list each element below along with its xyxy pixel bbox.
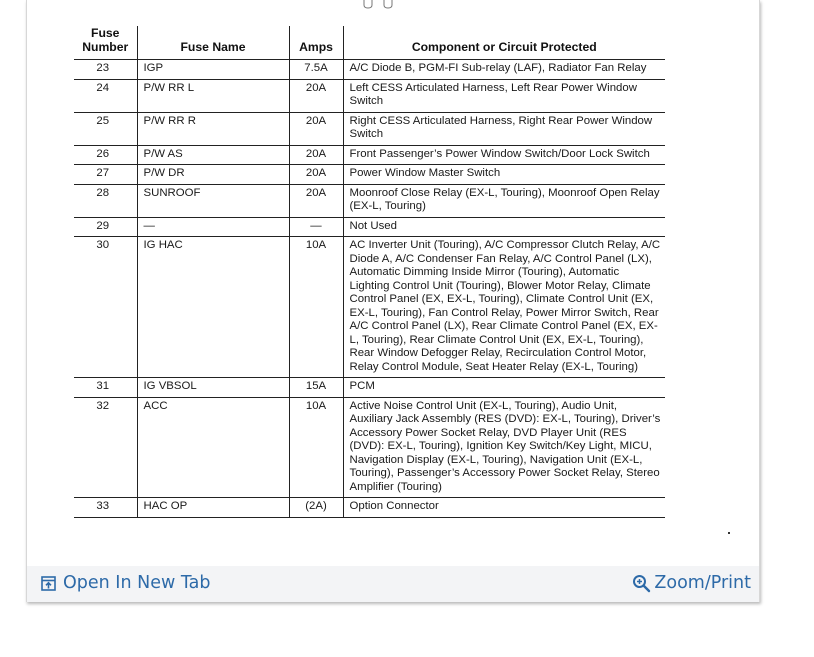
image-footer-bar bbox=[27, 566, 759, 602]
fuse-amps-cell: 20A bbox=[289, 145, 343, 165]
fuse-name-cell: ACC bbox=[137, 397, 289, 498]
header-fuse-number-line2: Number bbox=[82, 40, 129, 54]
fuse-name-cell: — bbox=[137, 217, 289, 237]
fuse-row bbox=[74, 184, 665, 217]
fuse-row bbox=[74, 165, 665, 185]
fuse-number-cell: 29 bbox=[74, 217, 137, 237]
fuse-name-cell: IG VBSOL bbox=[137, 378, 289, 398]
header-fuse-name: Fuse Name bbox=[137, 26, 289, 60]
fuse-amps-cell: 20A bbox=[289, 184, 343, 217]
fuse-component-cell: Not Used bbox=[343, 217, 665, 237]
fuse-name-cell: P/W AS bbox=[137, 145, 289, 165]
open-in-new-tab-label: Open In New Tab bbox=[63, 573, 211, 593]
image-crop-marks bbox=[362, 0, 398, 10]
fuse-component-cell: PCM bbox=[343, 378, 665, 398]
fuse-component-cell: Left CESS Articulated Harness, Left Rear Power Window Switch bbox=[343, 79, 665, 112]
zoom-print-label: Zoom/Print bbox=[654, 573, 751, 593]
fuse-row bbox=[74, 217, 665, 237]
fuse-table-header-row bbox=[74, 26, 665, 60]
document-card bbox=[26, 0, 760, 602]
open-in-new-tab-icon bbox=[41, 576, 56, 591]
header-component: Component or Circuit Protected bbox=[343, 26, 665, 60]
fuse-row bbox=[74, 498, 665, 518]
fuse-component-cell: Right CESS Articulated Harness, Right Rear Power Window Switch bbox=[343, 112, 665, 145]
fuse-row bbox=[74, 145, 665, 165]
fuse-table-body bbox=[74, 60, 665, 518]
fuse-amps-cell: (2A) bbox=[289, 498, 343, 518]
fuse-component-cell: Power Window Master Switch bbox=[343, 165, 665, 185]
fuse-name-cell: P/W RR R bbox=[137, 112, 289, 145]
fuse-amps-cell: — bbox=[289, 217, 343, 237]
fuse-number-cell: 25 bbox=[74, 112, 137, 145]
fuse-number-cell: 26 bbox=[74, 145, 137, 165]
fuse-component-cell: Active Noise Control Unit (EX-L, Touring), Audio Unit, Auxiliary Jack Assembly (RES (DVD): EX-L, Touring), Driver’s Accessory Power Socket Relay, DVD Player Unit (RES (DVD): EX-L, Touring), Ignition Key Switch/Key Light, MICU, Navigation Display (EX-L, Touring), Navigation Unit (EX-L, Touring), Passenger’s Accessory Power Socket Relay, Stereo Amplifier (Touring) bbox=[343, 397, 665, 498]
header-fuse-number-line1: Fuse bbox=[91, 26, 120, 40]
fuse-number-cell: 32 bbox=[74, 397, 137, 498]
fuse-name-cell: SUNROOF bbox=[137, 184, 289, 217]
open-in-new-tab-link[interactable] bbox=[41, 573, 210, 593]
fuse-number-cell: 24 bbox=[74, 79, 137, 112]
fuse-name-cell: IG HAC bbox=[137, 237, 289, 378]
fuse-component-cell: A/C Diode B, PGM-FI Sub-relay (LAF), Radiator Fan Relay bbox=[343, 60, 665, 80]
header-amps: Amps bbox=[289, 26, 343, 60]
fuse-name-cell: P/W RR L bbox=[137, 79, 289, 112]
fuse-component-cell: Option Connector bbox=[343, 498, 665, 518]
fuse-row bbox=[74, 60, 665, 80]
fuse-number-cell: 30 bbox=[74, 237, 137, 378]
fuse-number-cell: 33 bbox=[74, 498, 137, 518]
fuse-name-cell: IGP bbox=[137, 60, 289, 80]
fuse-name-cell: P/W DR bbox=[137, 165, 289, 185]
fuse-row bbox=[74, 237, 665, 378]
fuse-number-cell: 27 bbox=[74, 165, 137, 185]
fuse-number-cell: 23 bbox=[74, 60, 137, 80]
fuse-amps-cell: 20A bbox=[289, 79, 343, 112]
fuse-number-cell: 31 bbox=[74, 378, 137, 398]
fuse-row bbox=[74, 378, 665, 398]
fuse-name-cell: HAC OP bbox=[137, 498, 289, 518]
fuse-component-cell: Moonroof Close Relay (EX-L, Touring), Moonroof Open Relay (EX-L, Touring) bbox=[343, 184, 665, 217]
fuse-amps-cell: 10A bbox=[289, 397, 343, 498]
fuse-component-cell: Front Passenger’s Power Window Switch/Door Lock Switch bbox=[343, 145, 665, 165]
zoom-print-link[interactable] bbox=[632, 573, 751, 593]
fuse-amps-cell: 7.5A bbox=[289, 60, 343, 80]
fuse-number-cell: 28 bbox=[74, 184, 137, 217]
header-fuse-number bbox=[74, 26, 137, 60]
fuse-table bbox=[74, 26, 665, 518]
fuse-row bbox=[74, 79, 665, 112]
zoom-magnifier-icon bbox=[632, 574, 651, 593]
fuse-component-cell: AC Inverter Unit (Touring), A/C Compressor Clutch Relay, A/C Diode A, A/C Condenser Fan Relay, A/C Control Panel (LX), Automatic Dimming Inside Mirror (Touring), Automatic Lighting Control Unit (Touring), Blower Motor Relay, Climate Control Panel (EX, EX-L, Touring), Climate Control Unit (EX, EX-L, Touring), Fan Control Relay, Power Mirror Switch, Rear A/C Control Panel (LX), Rear Climate Control Panel (EX, EX-L, Touring), Rear Climate Control Unit (EX, EX-L, Touring), Rear Window Defogger Relay, Recirculation Control Motor, Relay Control Module, Seat Heater Relay (EX-L, Touring) bbox=[343, 237, 665, 378]
fuse-row bbox=[74, 397, 665, 498]
fuse-amps-cell: 20A bbox=[289, 165, 343, 185]
fuse-amps-cell: 20A bbox=[289, 112, 343, 145]
fuse-amps-cell: 15A bbox=[289, 378, 343, 398]
fuse-row bbox=[74, 112, 665, 145]
fuse-amps-cell: 10A bbox=[289, 237, 343, 378]
stray-dot bbox=[728, 532, 730, 534]
